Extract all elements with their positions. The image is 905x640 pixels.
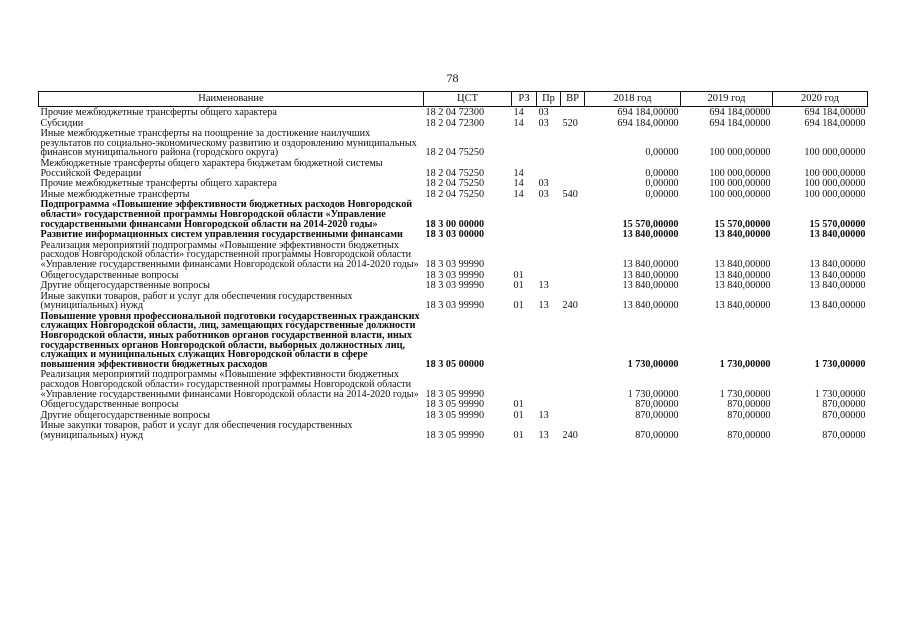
row-2020-cell: 870,00000 <box>822 409 866 421</box>
row-2018-cell: 0,00000 <box>645 147 679 158</box>
row-name-cell: Другие общегосударственные вопросы <box>40 409 210 421</box>
table-row <box>39 270 868 281</box>
row-rz-cell: 01 <box>513 409 524 421</box>
row-2018-cell: 13 840,00000 <box>622 280 679 291</box>
row-name-cell: Реализация мероприятий подпрограммы «Повышение эффективности бюджетных расходов Новгородской области» государственной программы Новгородской области «Управление государственными финансами Новгородской области на 2014-2020 годы» <box>40 239 419 270</box>
row-name-cell: Иные межбюджетные трансферты <box>40 188 190 200</box>
row-rz-cell: 14 <box>513 188 524 200</box>
row-name-cell: Субсидии <box>40 117 84 129</box>
row-vr-cell <box>561 229 585 240</box>
header-2019: 2019 год <box>681 92 773 107</box>
table-row <box>39 158 868 178</box>
row-2019-cell: 1 730,00000 <box>719 388 771 400</box>
row-cst-cell: 18 3 03 99990 <box>425 258 485 270</box>
row-2019-cell: 13 840,00000 <box>714 280 771 291</box>
row-2020-cell: 694 184,00000 <box>804 107 866 118</box>
row-name-cell: Межбюджетные трансферты общего характера бюджетам бюджетной системы Российской Федерации <box>40 157 383 179</box>
row-2018-cell: 694 184,00000 <box>617 107 679 118</box>
row-vr-cell <box>561 270 585 281</box>
table-row <box>39 311 868 370</box>
row-vr-cell <box>561 240 585 270</box>
table-row <box>39 280 868 291</box>
table-row <box>39 410 868 421</box>
row-cst-cell: 18 2 04 75250 <box>425 188 485 200</box>
row-vr-cell <box>561 399 585 410</box>
row-2020-cell: 13 840,00000 <box>809 280 866 291</box>
row-2019-cell: 870,00000 <box>727 430 771 441</box>
row-pr-cell <box>537 369 561 399</box>
row-vr-cell: 240 <box>562 300 578 311</box>
row-cst-cell: 18 3 05 99990 <box>425 430 485 441</box>
row-name-cell: Повышение уровня профессиональной подготовки государственных гражданских служащих Новгородской области, лиц, замещающих государственные должности Новгородской области, иных работников органов государственной власти, иных государственных органов Новгородской области, выборных должностных лиц, служащих и муниципальных служащих Новгородской области в сфере повышения эффективности бюджетных расходов <box>40 310 420 370</box>
row-rz-cell <box>512 311 537 370</box>
row-pr-cell <box>537 229 561 240</box>
row-2020-cell: 13 840,00000 <box>809 229 866 240</box>
row-vr-cell: 240 <box>562 430 578 441</box>
row-2019-cell: 100 000,00000 <box>709 147 771 158</box>
row-name-cell: Общегосударственные вопросы <box>40 269 179 281</box>
row-2020-cell: 100 000,00000 <box>804 188 866 200</box>
row-2019-cell: 1 730,00000 <box>719 358 771 370</box>
row-pr-cell <box>537 199 561 229</box>
row-2018-cell: 15 570,00000 <box>622 218 679 230</box>
row-cst-cell: 18 2 04 75250 <box>425 178 485 189</box>
table-row <box>39 399 868 410</box>
row-2020-cell: 100 000,00000 <box>804 147 866 158</box>
table-row <box>39 128 868 158</box>
row-2019-cell: 870,00000 <box>727 409 771 421</box>
row-2019-cell: 694 184,00000 <box>709 107 771 118</box>
row-2020-cell: 1 730,00000 <box>814 358 866 370</box>
row-2020-cell: 13 840,00000 <box>809 269 866 281</box>
row-rz-cell <box>512 199 537 229</box>
row-pr-cell <box>537 270 561 281</box>
row-rz-cell <box>512 369 537 399</box>
table-header-row <box>39 92 868 107</box>
row-2018-cell: 13 840,00000 <box>622 229 679 240</box>
row-2020-cell: 1 730,00000 <box>814 388 866 400</box>
row-name-cell: Прочие межбюджетные трансферты общего характера <box>40 178 277 189</box>
row-name-cell: Подпрограмма «Повышение эффективности бюджетных расходов Новгородской области» государственной программы Новгородской области «Управление государственными финансами Новгородской области на 2014-2020 годы» <box>40 199 413 230</box>
table-row <box>39 178 868 189</box>
row-2020-cell: 100 000,00000 <box>804 167 866 179</box>
row-2020-cell: 694 184,00000 <box>804 117 866 129</box>
row-name-cell: Иные закупки товаров, работ и услуг для обеспечения государственных (муниципальных) нужд <box>40 420 353 441</box>
table-row <box>39 118 868 129</box>
row-pr-cell: 13 <box>538 430 549 441</box>
row-rz-cell <box>512 240 537 270</box>
row-2019-cell: 100 000,00000 <box>709 167 771 179</box>
row-cst-cell: 18 3 03 99990 <box>425 269 485 281</box>
row-name-cell: Общегосударственные вопросы <box>40 399 179 410</box>
row-2018-cell: 13 840,00000 <box>622 300 679 311</box>
row-pr-cell: 03 <box>538 107 549 118</box>
row-2020-cell: 13 840,00000 <box>809 258 866 270</box>
row-cst-cell: 18 3 05 99990 <box>425 409 485 421</box>
row-vr-cell <box>561 410 585 421</box>
header-name: Наименование <box>39 92 424 107</box>
row-2018-cell: 694 184,00000 <box>617 117 679 129</box>
table-row <box>39 240 868 270</box>
row-vr-cell <box>561 311 585 370</box>
row-2019-cell: 13 840,00000 <box>714 269 771 281</box>
row-pr-cell: 13 <box>538 300 549 311</box>
row-2018-cell: 1 730,00000 <box>627 388 679 400</box>
row-2019-cell: 13 840,00000 <box>714 229 771 240</box>
row-name-cell: Другие общегосударственные вопросы <box>40 280 210 291</box>
row-rz-cell: 01 <box>513 399 524 410</box>
row-vr-cell <box>561 107 585 118</box>
header-rz: РЗ <box>512 92 537 107</box>
row-vr-cell <box>561 280 585 291</box>
table-row <box>39 229 868 240</box>
header-cst: ЦСТ <box>424 92 512 107</box>
budget-table <box>38 91 868 441</box>
row-2019-cell: 15 570,00000 <box>714 218 771 230</box>
row-pr-cell <box>537 128 561 158</box>
table-row <box>39 199 868 229</box>
row-2018-cell: 13 840,00000 <box>622 269 679 281</box>
table-row <box>39 107 868 118</box>
header-pr: Пр <box>537 92 561 107</box>
row-2020-cell: 13 840,00000 <box>809 300 866 311</box>
header-2020: 2020 год <box>773 92 868 107</box>
row-vr-cell <box>561 369 585 399</box>
row-rz-cell <box>512 229 537 240</box>
row-2018-cell: 13 840,00000 <box>622 258 679 270</box>
row-cst-cell: 18 3 03 99990 <box>425 280 485 291</box>
row-2018-cell: 870,00000 <box>635 399 679 410</box>
row-name-cell: Иные межбюджетные трансферты на поощрение за достижение наилучших результатов по социально-экономическому развитию и оздоровлению муниципальных финансов муниципального района (городского округа) <box>40 128 417 158</box>
row-cst-cell: 18 2 04 72300 <box>425 117 485 129</box>
row-cst-cell: 18 3 00 00000 <box>425 218 485 230</box>
row-cst-cell: 18 2 04 75250 <box>425 147 485 158</box>
row-2018-cell: 870,00000 <box>635 430 679 441</box>
row-cst-cell: 18 3 05 99990 <box>425 399 485 410</box>
row-2018-cell: 1 730,00000 <box>627 358 679 370</box>
row-cst-cell: 18 3 03 99990 <box>425 300 485 311</box>
row-cst-cell: 18 2 04 72300 <box>425 107 485 118</box>
row-vr-cell: 540 <box>562 188 578 200</box>
row-name-cell: Прочие межбюджетные трансферты общего характера <box>40 107 277 118</box>
row-pr-cell <box>537 158 561 178</box>
row-vr-cell <box>561 158 585 178</box>
row-pr-cell <box>537 240 561 270</box>
row-pr-cell: 03 <box>538 178 549 189</box>
row-2019-cell: 13 840,00000 <box>714 300 771 311</box>
row-name-cell: Иные закупки товаров, работ и услуг для обеспечения государственных (муниципальных) нужд <box>40 290 353 311</box>
page-number: 78 <box>446 71 459 85</box>
row-2020-cell: 870,00000 <box>822 430 866 441</box>
row-vr-cell <box>561 128 585 158</box>
row-rz-cell: 14 <box>513 107 524 118</box>
table-row <box>39 189 868 200</box>
row-cst-cell: 18 3 03 00000 <box>425 229 485 240</box>
table-row <box>39 291 868 311</box>
row-rz-cell: 01 <box>513 280 524 291</box>
row-pr-cell <box>537 399 561 410</box>
row-cst-cell: 18 2 04 75250 <box>425 167 485 179</box>
row-rz-cell: 14 <box>513 117 524 129</box>
row-rz-cell: 01 <box>513 430 524 441</box>
row-cst-cell: 18 3 05 00000 <box>425 358 485 370</box>
row-2019-cell: 13 840,00000 <box>714 258 771 270</box>
row-vr-cell: 520 <box>562 117 578 129</box>
row-2018-cell: 0,00000 <box>645 167 679 179</box>
row-rz-cell: 01 <box>513 269 524 281</box>
row-pr-cell: 03 <box>538 188 549 200</box>
row-2019-cell: 100 000,00000 <box>709 188 771 200</box>
row-2020-cell: 870,00000 <box>822 399 866 410</box>
row-2019-cell: 870,00000 <box>727 399 771 410</box>
row-name-cell: Развитие информационных систем управления государственными финансами <box>40 229 403 240</box>
row-2018-cell: 870,00000 <box>635 409 679 421</box>
table-row <box>39 369 868 399</box>
row-pr-cell: 13 <box>538 280 549 291</box>
row-2019-cell: 694 184,00000 <box>709 117 771 129</box>
row-2020-cell: 15 570,00000 <box>809 218 866 230</box>
row-2019-cell: 100 000,00000 <box>709 178 771 189</box>
header-vr: ВР <box>561 92 585 107</box>
row-cst-cell: 18 3 05 99990 <box>425 388 485 400</box>
row-pr-cell: 13 <box>538 409 549 421</box>
table-body <box>39 107 868 441</box>
row-vr-cell <box>561 178 585 189</box>
header-2018: 2018 год <box>585 92 681 107</box>
row-pr-cell: 03 <box>538 117 549 129</box>
row-pr-cell <box>537 311 561 370</box>
row-rz-cell: 14 <box>513 167 524 179</box>
row-2020-cell: 100 000,00000 <box>804 178 866 189</box>
row-2018-cell: 0,00000 <box>645 178 679 189</box>
row-rz-cell <box>512 128 537 158</box>
row-rz-cell: 14 <box>513 178 524 189</box>
row-vr-cell <box>561 199 585 229</box>
row-2018-cell: 0,00000 <box>645 188 679 200</box>
row-rz-cell: 01 <box>513 300 524 311</box>
row-name-cell: Реализация мероприятий подпрограммы «Повышение эффективности бюджетных расходов Новгородской области» государственной программы Новгородской области «Управление государственными финансами Новгородской области на 2014-2020 годы» <box>40 369 419 400</box>
table-row <box>39 420 868 440</box>
